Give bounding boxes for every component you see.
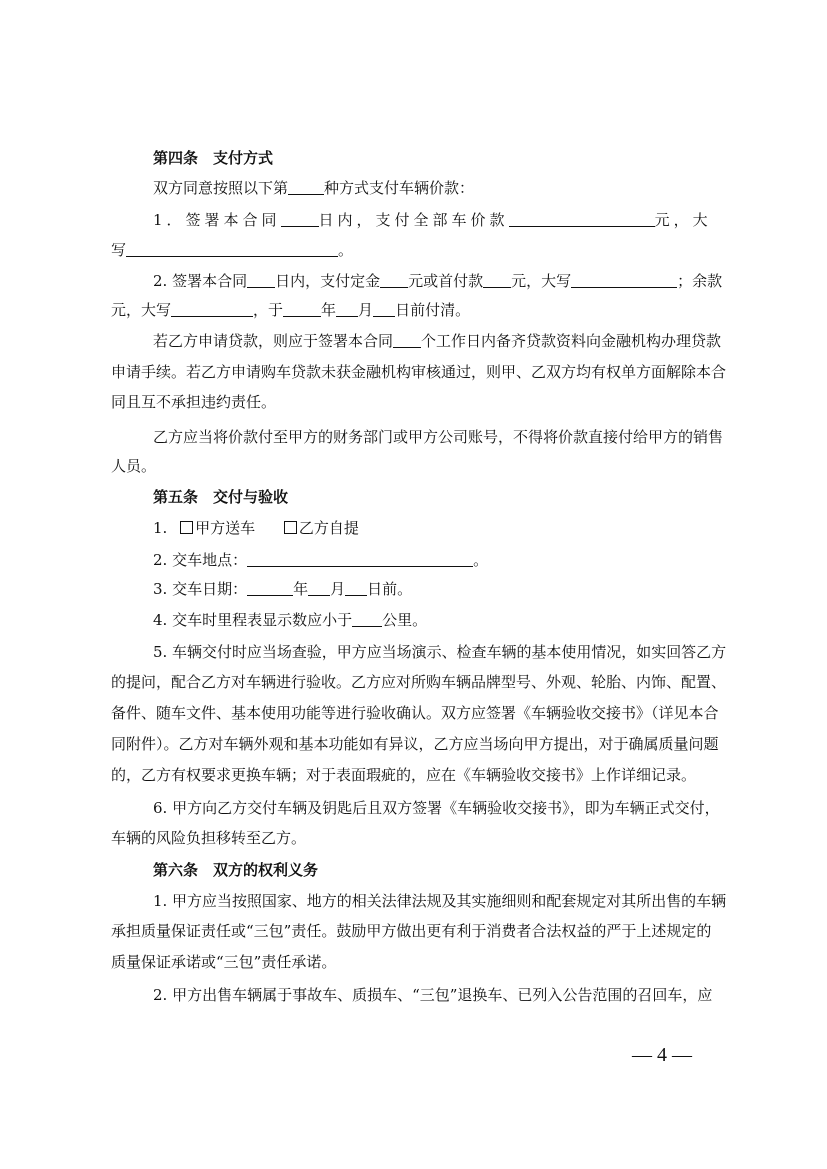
art4-payment-line2: 人员。 <box>111 457 157 475</box>
text: 元，大写 <box>111 301 172 319</box>
text: 乙方自提 <box>298 519 359 537</box>
text: 若乙方申请贷款，则应于签署本合同 <box>153 332 394 350</box>
art4-option2-line2 <box>111 300 470 320</box>
art4-option2-line1 <box>153 271 722 291</box>
art4-intro <box>153 178 474 198</box>
article-5-heading: 第五条 交付与验收 <box>153 488 289 506</box>
art4-option1-line1 <box>153 210 712 230</box>
blank-days <box>247 272 275 288</box>
art4-loan-line3: 同且互不承担违约责任。 <box>111 393 277 411</box>
text: 。 <box>338 241 354 259</box>
art5-item5-line5: 的，乙方有权要求更换车辆；对于表面瑕疵的，应在《车辆验收交接书》上作详细记录。 <box>111 766 697 784</box>
text: 月 <box>330 580 346 598</box>
art5-item5-line1: 5. 车辆交付时应当场查验，甲方应当场演示、检查车辆的基本使用情况，如实回答乙方 <box>153 643 727 661</box>
text: 写 <box>111 241 127 259</box>
text: ；余款 <box>677 272 723 290</box>
text: 年 <box>321 301 337 319</box>
page-number: — 4 — <box>632 1044 692 1066</box>
art6-item1-line3: 质量保证承诺或“三包”责任承诺。 <box>111 953 337 971</box>
text: 3. 交车日期： <box>153 580 248 598</box>
text: 1．签署本合同 <box>153 211 281 229</box>
text: 元，大写 <box>511 272 572 290</box>
article-6-heading: 第六条 双方的权利义务 <box>153 861 319 879</box>
blank-balance-words <box>171 301 253 317</box>
blank-year <box>247 580 293 596</box>
blank-amount <box>509 211 655 227</box>
text: 月 <box>358 301 374 319</box>
blank-workdays <box>393 332 421 348</box>
art6-item2-line1: 2. 甲方出售车辆属于事故车、质损车、“三包”退换车、已列入公告范围的召回车，应 <box>153 986 713 1004</box>
text: 2. 签署本合同 <box>153 272 248 290</box>
art5-item3 <box>153 579 412 599</box>
text: 。 <box>473 551 489 569</box>
blank-year <box>283 301 321 317</box>
art5-item4 <box>153 610 427 630</box>
blank-month <box>308 580 330 596</box>
text: 日内，支付全部车价款 <box>318 211 509 229</box>
text: 种方式支付车辆价款： <box>324 179 475 197</box>
art5-item1 <box>153 518 359 538</box>
art5-item5-line3: 备件、随车文件、基本使用功能等进行验收确认。双方应签署《车辆验收交接书》（详见本合 <box>111 704 719 722</box>
article-4-heading: 第四条 支付方式 <box>153 149 274 167</box>
text: 公里。 <box>382 611 428 629</box>
text: 日前付清。 <box>395 301 471 319</box>
blank-method <box>288 179 324 195</box>
text: 个工作日内备齐贷款资料向金融机构办理贷款 <box>421 332 722 350</box>
text: 日内，支付定金 <box>275 272 381 290</box>
text: 1. <box>153 519 168 537</box>
art4-payment-line1: 乙方应当将价款付至甲方的财务部门或甲方公司账号，不得将价款直接付给甲方的销售 <box>153 428 724 446</box>
art5-item5-line4: 同附件）。乙方对车辆外观和基本功能如有异议，乙方应当场向甲方提出，对于确属质量问题 <box>111 735 719 753</box>
art5-item2 <box>153 550 488 570</box>
art5-item6-line2: 车辆的风险负担移转至乙方。 <box>111 829 307 847</box>
art6-item1-line1: 1. 甲方应当按照国家、地方的相关法律法规及其实施细则和配套规定对其所出售的车辆 <box>153 892 727 910</box>
blank-mileage <box>352 611 382 627</box>
text: 元或首付款 <box>408 272 484 290</box>
art5-item6-line1: 6. 甲方向乙方交付车辆及钥匙后且双方签署《车辆验收交接书》，即为车辆正式交付， <box>153 799 720 817</box>
art6-item1-line2: 承担质量保证责任或“三包”责任。鼓励甲方做出更有利于消费者合法权益的严于上述规定的 <box>111 922 712 940</box>
art4-option1-line2 <box>111 240 353 260</box>
blank-downpayment <box>483 272 511 288</box>
checkbox-seller-delivers[interactable] <box>180 521 193 534</box>
blank-day <box>345 580 367 596</box>
blank-month <box>336 301 358 317</box>
art5-item5-line2: 的提问，配合乙方对车辆进行验收。乙方应对所购车辆品牌型号、外观、轮胎、内饰、配置、 <box>111 673 727 691</box>
text: 日前。 <box>367 580 413 598</box>
text: 双方同意按照以下第 <box>153 179 289 197</box>
text: 年 <box>293 580 309 598</box>
text: 4. 交车时里程表显示数应小于 <box>153 611 353 629</box>
blank-deposit <box>380 272 408 288</box>
text: 元，大 <box>654 211 712 229</box>
blank-amount-words <box>126 241 338 257</box>
text: 2. 交车地点： <box>153 551 248 569</box>
blank-days <box>281 211 319 227</box>
art4-loan-line2: 申请手续。若乙方申请购车贷款未获金融机构审核通过，则甲、乙双方均有权单方面解除本合 <box>111 363 727 381</box>
blank-location <box>247 551 473 567</box>
text: 甲方送车 <box>195 519 256 537</box>
blank-day <box>373 301 395 317</box>
text: ，于 <box>253 301 284 319</box>
checkbox-buyer-pickup[interactable] <box>284 521 297 534</box>
art4-loan-line1 <box>153 331 721 351</box>
blank-amount-words <box>571 272 677 288</box>
